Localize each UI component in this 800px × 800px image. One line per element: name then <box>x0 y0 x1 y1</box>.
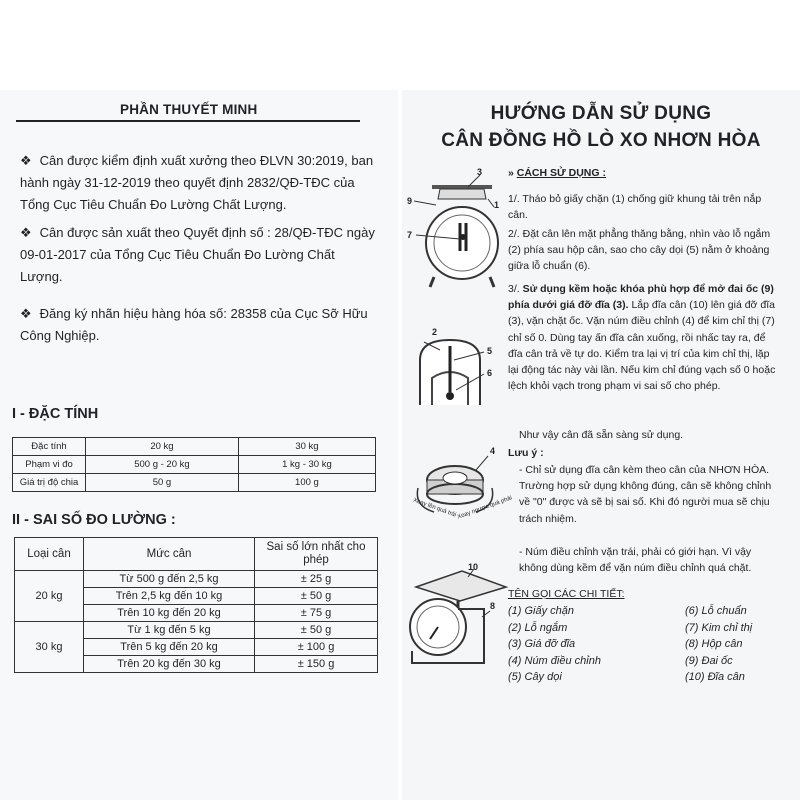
part-item: (9) Đai ốc <box>685 654 733 667</box>
callout-4: 4 <box>490 446 496 456</box>
scale-front-illustration <box>402 165 512 290</box>
callout-6: 6 <box>487 368 493 378</box>
note-2: - Núm điều chỉnh vặn trái, phải có giới hạn. Vì vậy không dùng kềm để vặn núm điều chỉnh quá chặt. <box>519 546 752 575</box>
part-item: (7) Kim chỉ thị <box>685 621 753 634</box>
callout-3: 3 <box>477 167 483 177</box>
title-underline <box>16 120 360 122</box>
spec-cell: 100 g <box>238 474 375 492</box>
diamond-bullet-icon: ❖ <box>20 153 32 168</box>
step-text: Tháo bỏ giấy chặn (1) chống giữ khung tải trên nắp cân. <box>508 193 762 222</box>
error-header-cell: Sai số lớn nhất cho phép <box>255 538 378 571</box>
step-3 <box>508 281 780 394</box>
error-header-cell: Loại cân <box>15 538 84 571</box>
error-cell: Từ 1 kg đến 5 kg <box>84 622 255 639</box>
scale-type-cell: 20 kg <box>15 571 84 622</box>
error-cell: ± 25 g <box>255 571 378 588</box>
error-cell: Từ 500 g đến 2,5 kg <box>84 571 255 588</box>
part-item: (6) Lỗ chuẩn <box>685 605 747 617</box>
spec-cell: 1 kg - 30 kg <box>238 456 375 474</box>
knob-left-label: Xoay lên quá trái <box>412 497 457 519</box>
bullet-item <box>20 303 376 347</box>
callout-1: 1 <box>494 200 500 210</box>
diamond-bullet-icon: ❖ <box>20 225 32 240</box>
error-cell: ± 50 g <box>255 588 378 605</box>
step-text: Đặt cân lên mặt phẳng thăng bằng, nhìn vào lỗ ngắm (2) phía sau hộp cân, sao cho cây dọi (5) nằm ở khoảng giữa lỗ chuẩn (6). <box>508 228 771 273</box>
spec-table <box>12 437 376 492</box>
adjustment-knob-illustration <box>410 450 510 520</box>
spec-cell: 500 g - 20 kg <box>86 456 239 474</box>
full-scale-illustration <box>402 565 512 670</box>
note-title: Lưu ý : <box>508 447 544 459</box>
howto-heading <box>508 165 606 181</box>
spec-cell: 50 g <box>86 474 239 492</box>
spec-cell: Phạm vi đo <box>13 456 86 474</box>
error-cell: Trên 10 kg đến 20 kg <box>84 605 255 622</box>
error-cell: ± 50 g <box>255 622 378 639</box>
howto-marker: » <box>508 167 514 179</box>
bullet-item <box>20 222 376 288</box>
howto-title: CÁCH SỬ DỤNG : <box>516 167 606 179</box>
section-specs-heading: I - ĐẶC TÍNH <box>12 406 99 422</box>
error-cell: Trên 2,5 kg đến 10 kg <box>84 588 255 605</box>
step-number: 1/. <box>508 193 520 205</box>
diamond-bullet-icon: ❖ <box>20 306 32 321</box>
part-item: (2) Lỗ ngắm <box>508 621 568 634</box>
ready-text: Như vậy cân đã sẵn sàng sử dụng. <box>519 429 684 441</box>
note-1: - Chỉ sử dụng đĩa cân kèm theo cân của NHƠN HÒA. Trường hợp sử dụng không đúng, cân sẽ không chỉnh về "0" được và sẽ bị sai số. Khi đó người mua sẽ chịu trách nhiệm. <box>519 464 772 525</box>
step-text: Lắp đĩa cân (10) lên giá đỡ đĩa (3), vặn chặt ốc. Vặn núm điều chỉnh (4) để kim chỉ thị (7) chỉ số 0. Dùng tay ấn đĩa cân xuống, rồi nhấc tay ra, để đĩa cân trả về tự do. Kiểm tra lại vị trí của kim chỉ thị, lặp lại động tác này vài lần. Nếu kim chỉ đúng vạch số 0 hoặc lệch khỏi vạch trong phạm vi sai số cho phép. <box>508 299 776 393</box>
bullet-text: Cân được kiểm định xuất xưởng theo ĐLVN 30:2019, ban hành ngày 31-12-2019 theo quyết định 2832/QĐ-TĐC của Tổng Cục Tiêu Chuẩn Đo Lường Chất Lượng. <box>20 153 374 212</box>
knob-right-label: Xoay ngược quá phải <box>456 495 513 521</box>
parts-list-left <box>508 603 601 686</box>
spec-cell: Giá trị độ chia <box>13 474 86 492</box>
callout-10: 10 <box>468 562 479 572</box>
bullet-text: Cân được sản xuất theo Quyết định số : 28/QĐ-TĐC ngày 09-01-2017 của Tổng Cục Tiêu Chuẩn Đo Lường Chất Lượng. <box>20 225 375 284</box>
callout-9: 9 <box>407 196 413 206</box>
spec-header-cell: 30 kg <box>238 438 375 456</box>
explanation-title: PHẦN THUYẾT MINH <box>120 102 258 117</box>
parts-title: TÊN GỌI CÁC CHI TIẾT: <box>508 588 625 600</box>
error-cell: Trên 20 kg đến 30 kg <box>84 656 255 673</box>
error-cell: ± 75 g <box>255 605 378 622</box>
step-number: 2/. <box>508 228 520 240</box>
part-item: (1) Giấy chặn <box>508 605 575 617</box>
error-table <box>14 537 378 673</box>
spec-header-cell: Đặc tính <box>13 438 86 456</box>
step-bold-text: Sử dụng kềm hoặc khóa phù hợp để mở đai ốc (9) phía dưới giá đỡ đĩa (3). <box>508 283 774 312</box>
callout-8: 8 <box>490 601 496 611</box>
callout-2: 2 <box>432 327 438 337</box>
error-cell: ± 150 g <box>255 656 378 673</box>
guide-title-line1: HƯỚNG DẪN SỬ DỤNG <box>490 103 712 124</box>
part-item: (3) Giá đỡ đĩa <box>508 638 576 650</box>
spec-header-cell: 20 kg <box>86 438 239 456</box>
scale-type-cell: 30 kg <box>15 622 84 673</box>
step-number: 3/. <box>508 283 520 295</box>
guide-title-line2: CÂN ĐỒNG HỒ LÒ XO NHƠN HÒA <box>441 130 761 151</box>
error-cell: ± 100 g <box>255 639 378 656</box>
step-1 <box>508 191 780 223</box>
part-item: (5) Cây dọi <box>508 671 562 683</box>
part-item: (8) Hộp cân <box>685 638 743 650</box>
part-item: (10) Đĩa cân <box>685 671 745 683</box>
parts-list-right <box>685 603 752 686</box>
callout-7: 7 <box>407 230 413 240</box>
section-error-heading: II - SAI SỐ ĐO LƯỜNG : <box>12 512 176 528</box>
error-cell: Trên 5 kg đến 20 kg <box>84 639 255 656</box>
callout-5: 5 <box>487 346 493 356</box>
error-header-cell: Mức cân <box>84 538 255 571</box>
bullet-item <box>20 150 376 216</box>
part-item: (4) Núm điều chỉnh <box>508 654 601 667</box>
bullet-text: Đăng ký nhãn hiệu hàng hóa số: 28358 của Cục Sỡ Hữu Công Nghiệp. <box>20 306 368 343</box>
step-2 <box>508 226 780 275</box>
